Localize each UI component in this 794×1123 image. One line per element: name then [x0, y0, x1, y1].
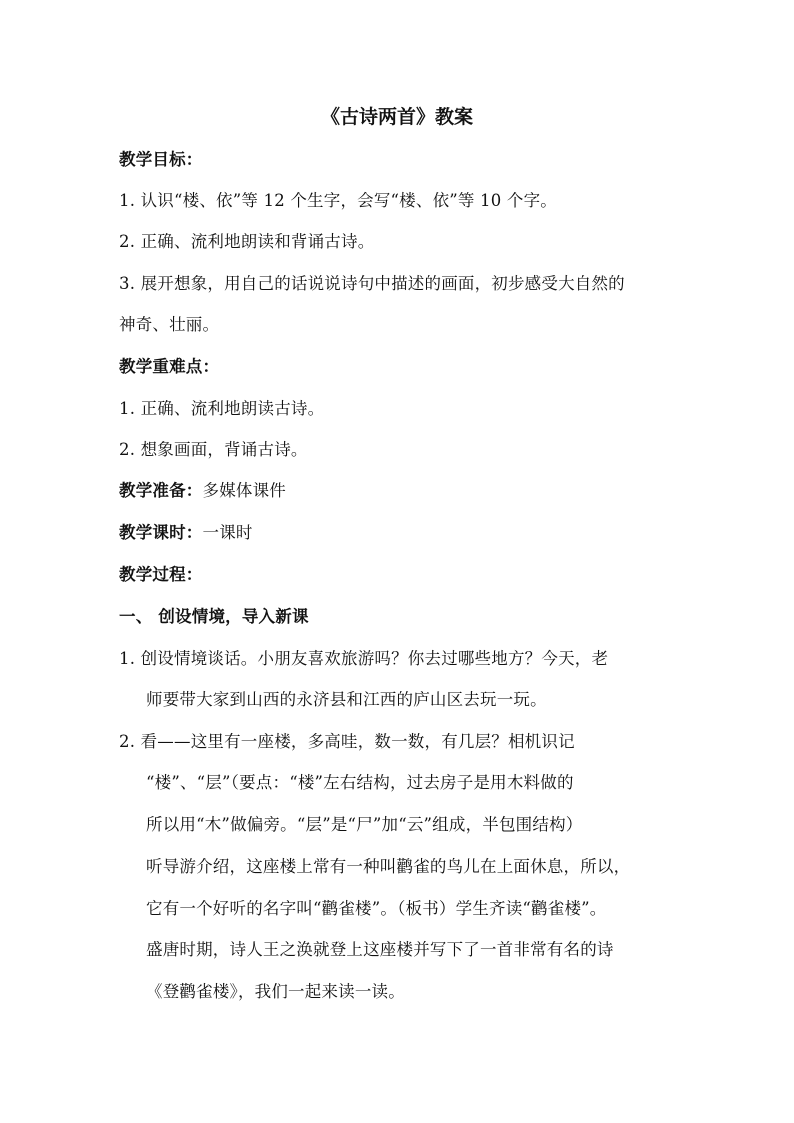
- prep-value: 多媒体课件: [202, 481, 286, 500]
- prep-line: [119, 479, 286, 503]
- process-line: 它有一个好听的名字叫“鹳雀楼”。（板书）学生齐读“鹳雀楼”。: [146, 899, 607, 918]
- process-line: 盛唐时期，诗人王之涣就登上这座楼并写下了一首非常有名的诗: [146, 940, 614, 959]
- goals-heading: 教学目标：: [119, 150, 203, 169]
- document-title: 《古诗两首》教案: [320, 106, 473, 128]
- process-line: 听导游介绍，这座楼上常有一种叫鹳雀的鸟儿在上面休息，所以，: [146, 857, 631, 876]
- goal-item: 3. 展开想象，用自己的话说说诗句中描述的画面，初步感受大自然的: [119, 274, 625, 293]
- goal-item: 1. 认识“楼、依”等 12 个生字，会写“楼、依”等 10 个字。: [119, 191, 557, 210]
- goal-item: 2. 正确、流利地朗读和背诵古诗。: [119, 232, 375, 251]
- process-line: 所以用“木”做偏旁。“层”是“尸”加“云”组成，半包围结构）: [146, 815, 583, 834]
- hours-line: [119, 521, 253, 545]
- process-line: 师要带大家到山西的永济县和江西的庐山区去玩一玩。: [146, 690, 547, 709]
- process-line: 《登鹳雀楼》，我们一起来读一读。: [146, 982, 405, 1001]
- hours-value: 一课时: [202, 523, 253, 542]
- process-heading: 教学过程：: [119, 565, 203, 584]
- prep-label: 教学准备：: [119, 481, 203, 500]
- key-point-item: 2. 想象画面，背诵古诗。: [119, 440, 308, 459]
- key-point-item: 1. 正确、流利地朗读古诗。: [119, 399, 325, 418]
- section-one-heading: 一、 创设情境，导入新课: [119, 607, 309, 626]
- process-line: 1. 创设情境谈话。小朋友喜欢旅游吗？你去过哪些地方？今天，老: [119, 649, 609, 668]
- goal-item-continued: 神奇、壮丽。: [119, 315, 220, 334]
- hours-label: 教学课时：: [119, 523, 203, 542]
- process-line: “楼”、“层”（要点：“楼”左右结构，过去房子是用木料做的: [146, 773, 574, 792]
- key-points-heading: 教学重难点：: [119, 357, 220, 376]
- process-line: 2. 看——这里有一座楼，多高哇，数一数，有几层？相机识记: [119, 732, 575, 751]
